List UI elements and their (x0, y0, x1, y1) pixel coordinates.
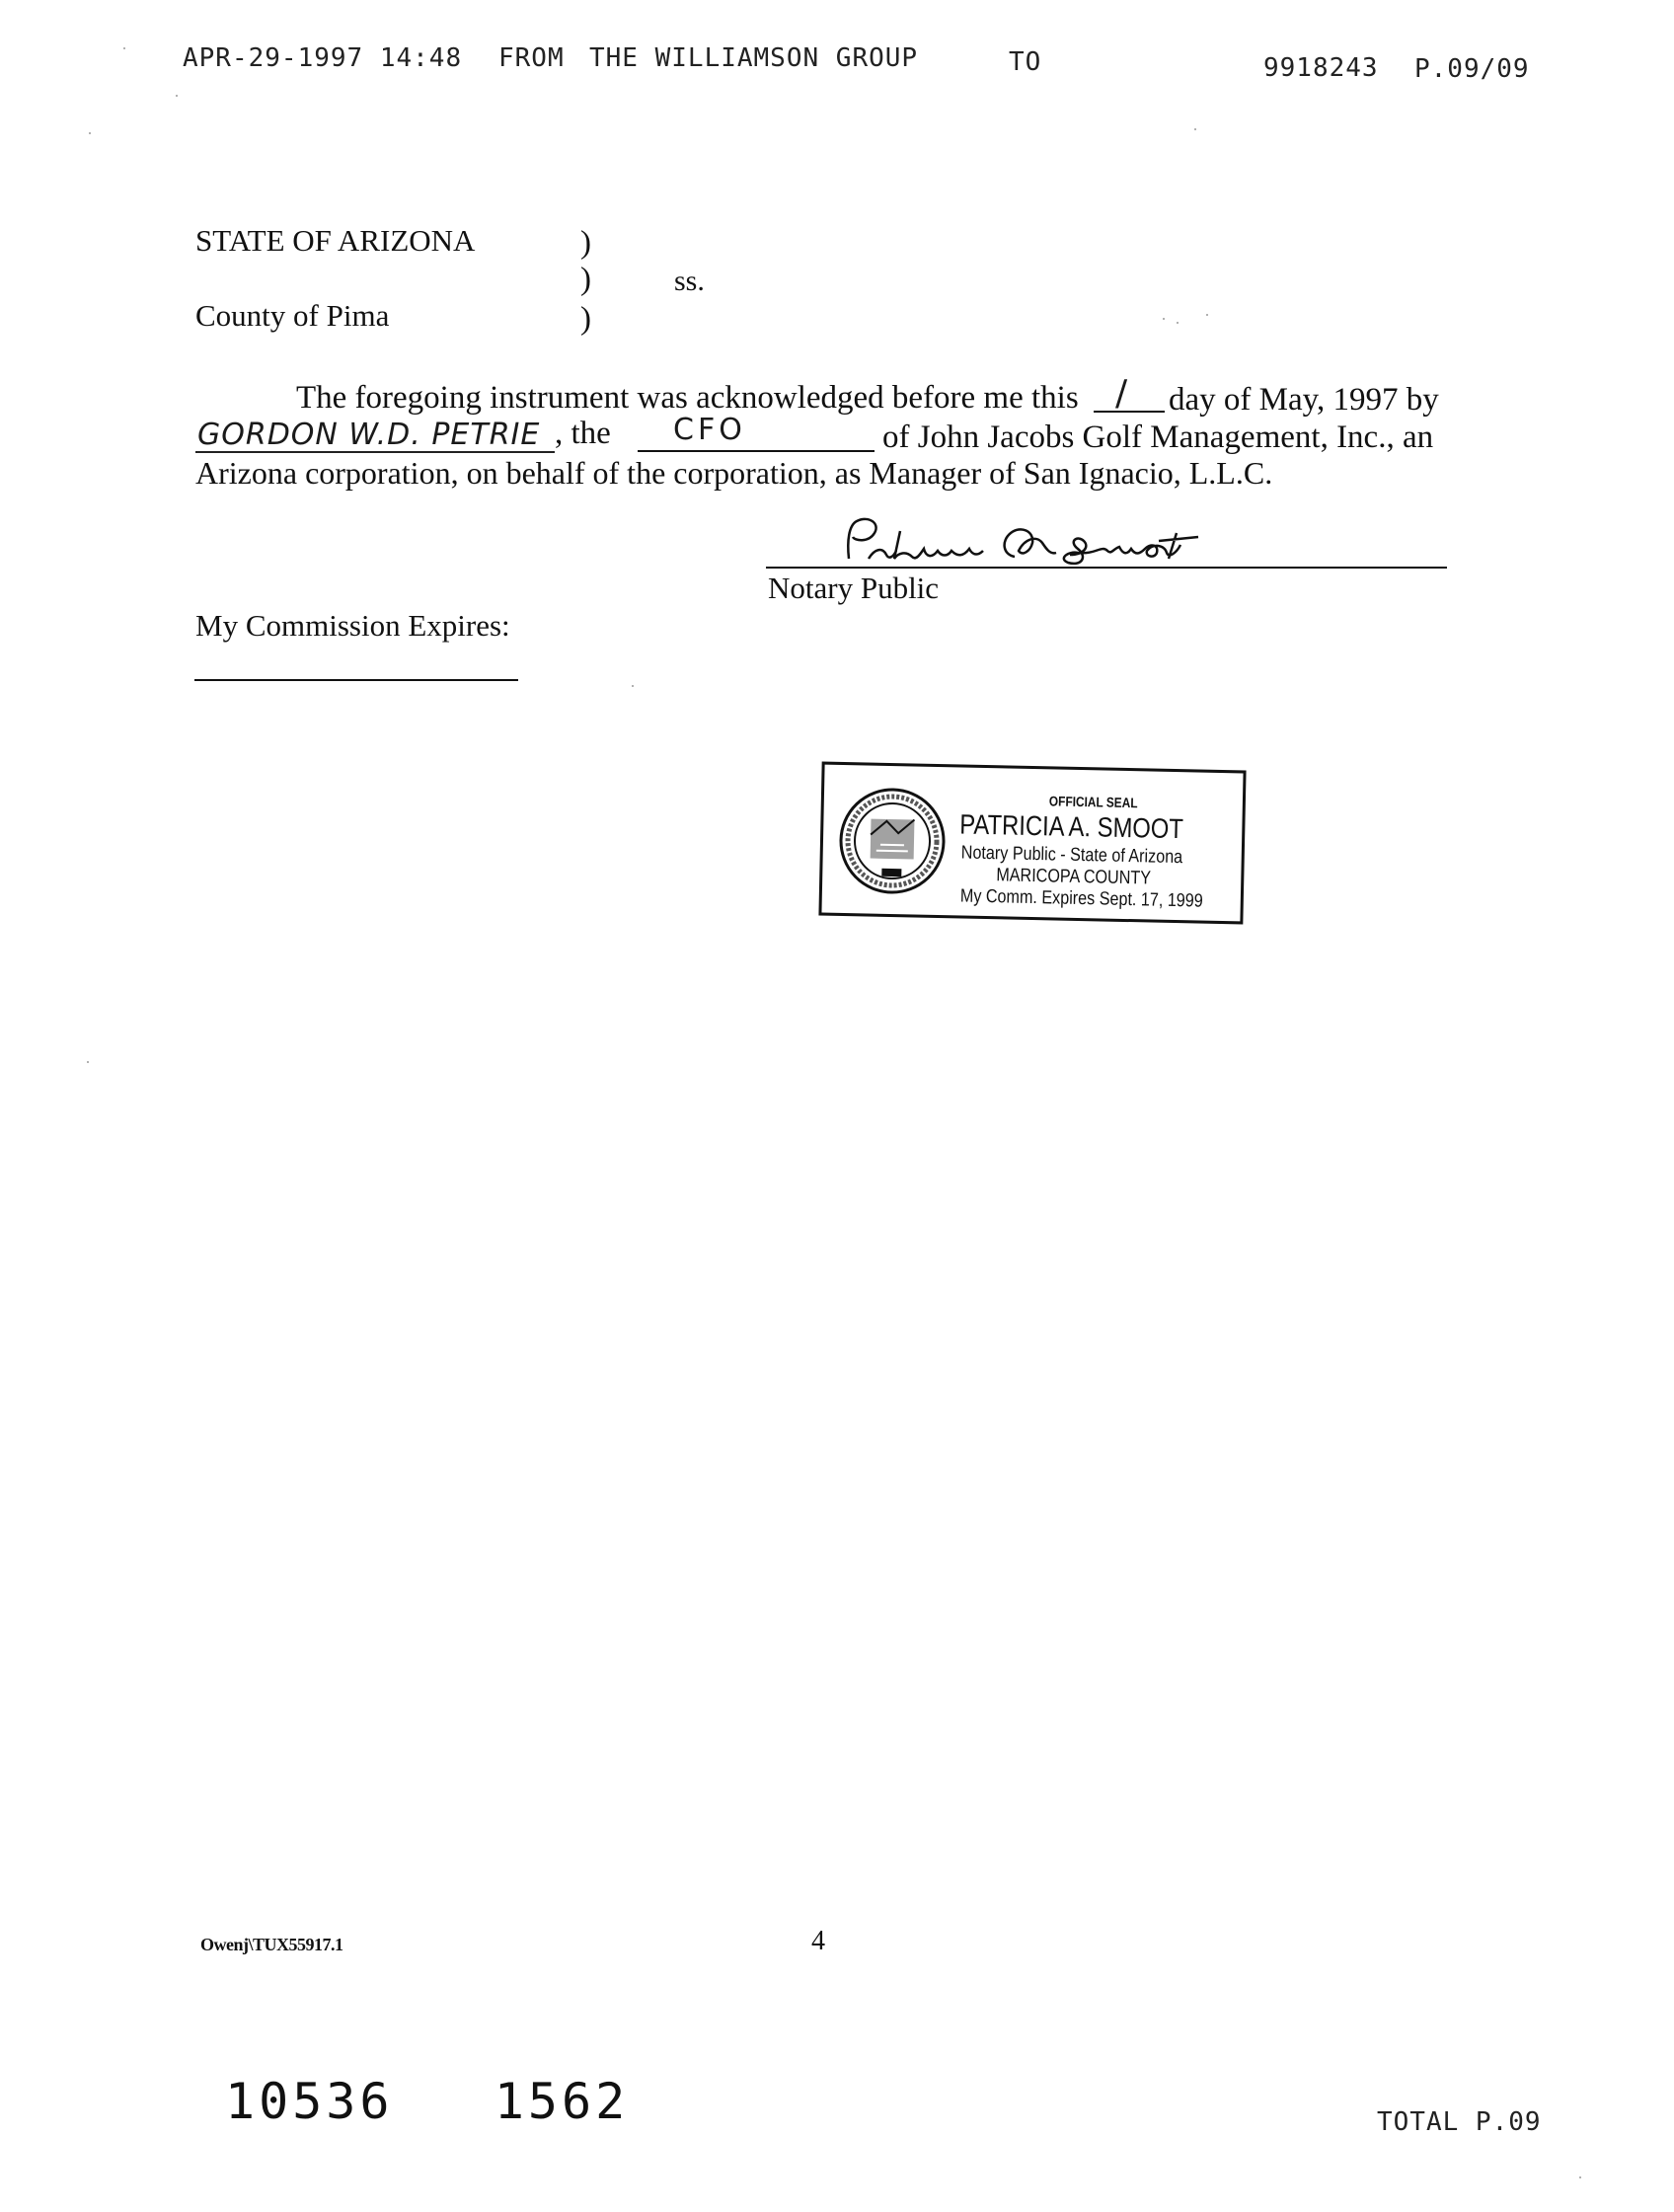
seal-line2: MARICOPA COUNTY (996, 865, 1152, 889)
scan-speck (1579, 2176, 1581, 2178)
name-handwritten: GORDON W.D. PETRIE (197, 418, 541, 452)
title-handwritten: CFO (673, 413, 746, 447)
venue-paren-3: ) (580, 301, 591, 337)
scan-speck (89, 132, 91, 134)
venue-paren-1: ) (580, 225, 591, 261)
venue-ss: ss. (674, 265, 705, 297)
fax-total-pages: TOTAL P.09 (1377, 2107, 1542, 2137)
fax-page: P.09/09 (1414, 54, 1530, 84)
title-blank-line (638, 450, 875, 452)
notary-public-label: Notary Public (768, 571, 940, 605)
arizona-state-seal-icon (836, 785, 949, 897)
doc-reference: Owenj\TUX55917.1 (200, 1935, 343, 1954)
seal-official-label: OFFICIAL SEAL (1048, 793, 1138, 811)
day-handwritten: / (1115, 373, 1129, 414)
venue-state: STATE OF ARIZONA (195, 223, 476, 258)
scan-speck (176, 95, 178, 97)
venue-county: County of Pima (195, 298, 390, 333)
fax-from-label: FROM (498, 43, 565, 73)
signature-line (766, 567, 1447, 569)
ack-line1-pre: The foregoing instrument was acknowledged before me this (296, 380, 1079, 416)
scan-speck (1177, 322, 1179, 324)
fax-datetime: APR-29-1997 14:48 (183, 43, 463, 73)
venue-paren-2: ) (580, 262, 591, 297)
fax-sender: THE WILLIAMSON GROUP (589, 43, 919, 73)
book-page-stamp: 10536 1562 (225, 2073, 630, 2130)
scan-speck (1206, 314, 1208, 316)
day-blank-line (1094, 411, 1165, 413)
ack-line2-post: of John Jacobs Golf Management, Inc., an (882, 420, 1434, 455)
seal-line1: Notary Public - State of Arizona (960, 842, 1183, 869)
commission-blank-line (194, 679, 518, 681)
page-number: 4 (811, 1926, 825, 1956)
seal-line3: My Comm. Expires Sept. 17, 1999 (959, 885, 1203, 912)
fax-number: 9918243 (1263, 53, 1379, 83)
ack-line3: Arizona corporation, on behalf of the corporation, as Manager of San Ignacio, L.L.C. (195, 455, 1273, 491)
scan-speck (1163, 318, 1165, 320)
commission-label: My Commission Expires: (195, 608, 510, 643)
scan-speck (123, 47, 125, 49)
name-underline (195, 451, 555, 453)
ack-line1-post: day of May, 1997 by (1169, 382, 1439, 418)
official-seal-stamp (818, 762, 1246, 925)
fax-to-label: TO (1009, 47, 1042, 77)
scan-speck (1194, 128, 1196, 130)
ack-comma-the: , the (555, 416, 611, 451)
scan-speck (87, 1061, 89, 1063)
seal-name: PATRICIA A. SMOOT (959, 808, 1184, 845)
scan-speck (632, 685, 634, 687)
